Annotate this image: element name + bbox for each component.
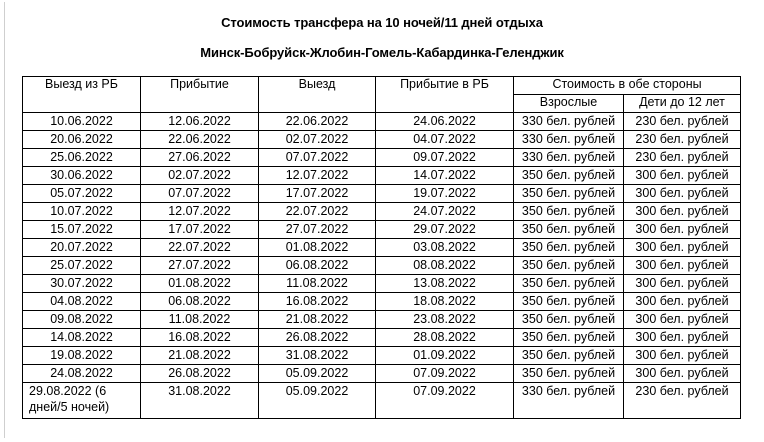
cell-departure: 17.07.2022	[259, 185, 376, 203]
cell-departure-rb: 09.08.2022	[23, 311, 141, 329]
table-row	[23, 383, 741, 419]
cell-arrival-rb: 18.08.2022	[376, 293, 514, 311]
cell-arrival-rb: 01.09.2022	[376, 347, 514, 365]
cell-price-adults: 330 бел. рублей	[514, 383, 624, 419]
cell-price-adults: 350 бел. рублей	[514, 275, 624, 293]
cell-arrival-rb: 03.08.2022	[376, 239, 514, 257]
transfer-schedule-table	[22, 76, 741, 419]
cell-departure-rb: 20.07.2022	[23, 239, 141, 257]
cell-arrival-rb: 14.07.2022	[376, 167, 514, 185]
cell-arrival: 12.07.2022	[141, 203, 259, 221]
cell-arrival: 11.08.2022	[141, 311, 259, 329]
cell-departure: 05.09.2022	[259, 365, 376, 383]
cell-departure-rb: 14.08.2022	[23, 329, 141, 347]
cell-departure: 26.08.2022	[259, 329, 376, 347]
cell-price-children: 300 бел. рублей	[624, 365, 741, 383]
table-row	[23, 239, 741, 257]
cell-departure-rb: 19.08.2022	[23, 347, 141, 365]
cell-price-adults: 350 бел. рублей	[514, 167, 624, 185]
cell-arrival-rb: 23.08.2022	[376, 311, 514, 329]
cell-departure-rb: 10.06.2022	[23, 113, 141, 131]
cell-departure: 02.07.2022	[259, 131, 376, 149]
document-title: Стоимость трансфера на 10 ночей/11 дней отдыха	[221, 15, 543, 30]
cell-arrival: 21.08.2022	[141, 347, 259, 365]
cell-arrival-rb: 07.09.2022	[376, 383, 514, 419]
table-row	[23, 131, 741, 149]
cell-price-adults: 350 бел. рублей	[514, 185, 624, 203]
cell-price-children: 300 бел. рублей	[624, 347, 741, 365]
cell-price-children: 300 бел. рублей	[624, 239, 741, 257]
cell-price-adults: 330 бел. рублей	[514, 149, 624, 167]
table-row	[23, 311, 741, 329]
cell-arrival-rb: 19.07.2022	[376, 185, 514, 203]
cell-arrival: 07.07.2022	[141, 185, 259, 203]
table-row	[23, 113, 741, 131]
table-row	[23, 257, 741, 275]
cell-arrival-rb: 29.07.2022	[376, 221, 514, 239]
table-row	[23, 203, 741, 221]
cell-arrival: 27.06.2022	[141, 149, 259, 167]
cell-arrival-rb: 04.07.2022	[376, 131, 514, 149]
header-arrival: Прибытие	[141, 77, 259, 113]
cell-arrival: 17.07.2022	[141, 221, 259, 239]
cell-arrival-rb: 24.06.2022	[376, 113, 514, 131]
cell-price-adults: 350 бел. рублей	[514, 293, 624, 311]
header-children: Дети до 12 лет	[624, 95, 741, 113]
cell-price-adults: 350 бел. рублей	[514, 257, 624, 275]
cell-departure: 05.09.2022	[259, 383, 376, 419]
cell-departure-rb: 15.07.2022	[23, 221, 141, 239]
cell-arrival: 01.08.2022	[141, 275, 259, 293]
cell-price-adults: 350 бел. рублей	[514, 311, 624, 329]
cell-departure-rb: 10.07.2022	[23, 203, 141, 221]
cell-price-adults: 350 бел. рублей	[514, 365, 624, 383]
header-departure: Выезд	[259, 77, 376, 113]
cell-arrival-rb: 08.08.2022	[376, 257, 514, 275]
cell-arrival: 26.08.2022	[141, 365, 259, 383]
cell-price-children: 300 бел. рублей	[624, 257, 741, 275]
cell-departure: 27.07.2022	[259, 221, 376, 239]
cell-departure-rb: 04.08.2022	[23, 293, 141, 311]
cell-price-children: 300 бел. рублей	[624, 203, 741, 221]
cell-price-adults: 350 бел. рублей	[514, 347, 624, 365]
cell-price-children: 300 бел. рублей	[624, 329, 741, 347]
table-row	[23, 221, 741, 239]
cell-price-children: 230 бел. рублей	[624, 383, 741, 419]
cell-price-children: 300 бел. рублей	[624, 221, 741, 239]
cell-price-children: 300 бел. рублей	[624, 311, 741, 329]
cell-arrival-rb: 28.08.2022	[376, 329, 514, 347]
cell-departure-rb: 29.08.2022 (6 дней/5 ночей)	[23, 383, 141, 419]
cell-departure-rb: 20.06.2022	[23, 131, 141, 149]
cell-price-children: 230 бел. рублей	[624, 149, 741, 167]
cell-departure: 11.08.2022	[259, 275, 376, 293]
table-row	[23, 329, 741, 347]
cell-arrival: 06.08.2022	[141, 293, 259, 311]
cell-departure: 31.08.2022	[259, 347, 376, 365]
cell-price-children: 300 бел. рублей	[624, 293, 741, 311]
table-row	[23, 275, 741, 293]
cell-arrival: 12.06.2022	[141, 113, 259, 131]
cell-price-children: 230 бел. рублей	[624, 113, 741, 131]
table-row	[23, 365, 741, 383]
cell-arrival-rb: 09.07.2022	[376, 149, 514, 167]
cell-price-adults: 350 бел. рублей	[514, 329, 624, 347]
cell-price-children: 300 бел. рублей	[624, 167, 741, 185]
route-title: Минск-Бобруйск-Жлобин-Гомель-Кабардинка-Геленджик	[200, 45, 564, 60]
cell-departure: 22.07.2022	[259, 203, 376, 221]
cell-departure: 07.07.2022	[259, 149, 376, 167]
cell-price-adults: 330 бел. рублей	[514, 113, 624, 131]
cell-departure: 12.07.2022	[259, 167, 376, 185]
cell-arrival: 31.08.2022	[141, 383, 259, 419]
table-header-row	[23, 77, 741, 95]
table-row	[23, 185, 741, 203]
cell-departure-rb: 30.07.2022	[23, 275, 141, 293]
cell-departure-rb: 25.07.2022	[23, 257, 141, 275]
cell-arrival-rb: 24.07.2022	[376, 203, 514, 221]
cell-departure: 06.08.2022	[259, 257, 376, 275]
table-row	[23, 293, 741, 311]
cell-departure: 21.08.2022	[259, 311, 376, 329]
cell-departure: 16.08.2022	[259, 293, 376, 311]
cell-arrival: 22.06.2022	[141, 131, 259, 149]
cell-departure-rb: 24.08.2022	[23, 365, 141, 383]
cell-price-adults: 330 бел. рублей	[514, 131, 624, 149]
cell-price-adults: 350 бел. рублей	[514, 203, 624, 221]
cell-price-children: 300 бел. рублей	[624, 275, 741, 293]
cell-arrival: 27.07.2022	[141, 257, 259, 275]
cell-departure-rb: 25.06.2022	[23, 149, 141, 167]
cell-arrival-rb: 13.08.2022	[376, 275, 514, 293]
header-departure-rb: Выезд из РБ	[23, 77, 141, 113]
table-row	[23, 347, 741, 365]
cell-departure-rb: 30.06.2022	[23, 167, 141, 185]
cell-price-adults: 350 бел. рублей	[514, 221, 624, 239]
cell-arrival: 16.08.2022	[141, 329, 259, 347]
cell-arrival-rb: 07.09.2022	[376, 365, 514, 383]
cell-departure-rb: 05.07.2022	[23, 185, 141, 203]
cell-price-adults: 350 бел. рублей	[514, 239, 624, 257]
header-arrival-rb: Прибытие в РБ	[376, 77, 514, 113]
cell-departure: 22.06.2022	[259, 113, 376, 131]
cell-arrival: 22.07.2022	[141, 239, 259, 257]
cell-price-children: 300 бел. рублей	[624, 185, 741, 203]
header-adults: Взрослые	[514, 95, 624, 113]
header-cost-group: Стоимость в обе стороны	[514, 77, 741, 95]
cell-price-children: 230 бел. рублей	[624, 131, 741, 149]
table-row	[23, 149, 741, 167]
cell-arrival: 02.07.2022	[141, 167, 259, 185]
cell-departure: 01.08.2022	[259, 239, 376, 257]
table-row	[23, 167, 741, 185]
